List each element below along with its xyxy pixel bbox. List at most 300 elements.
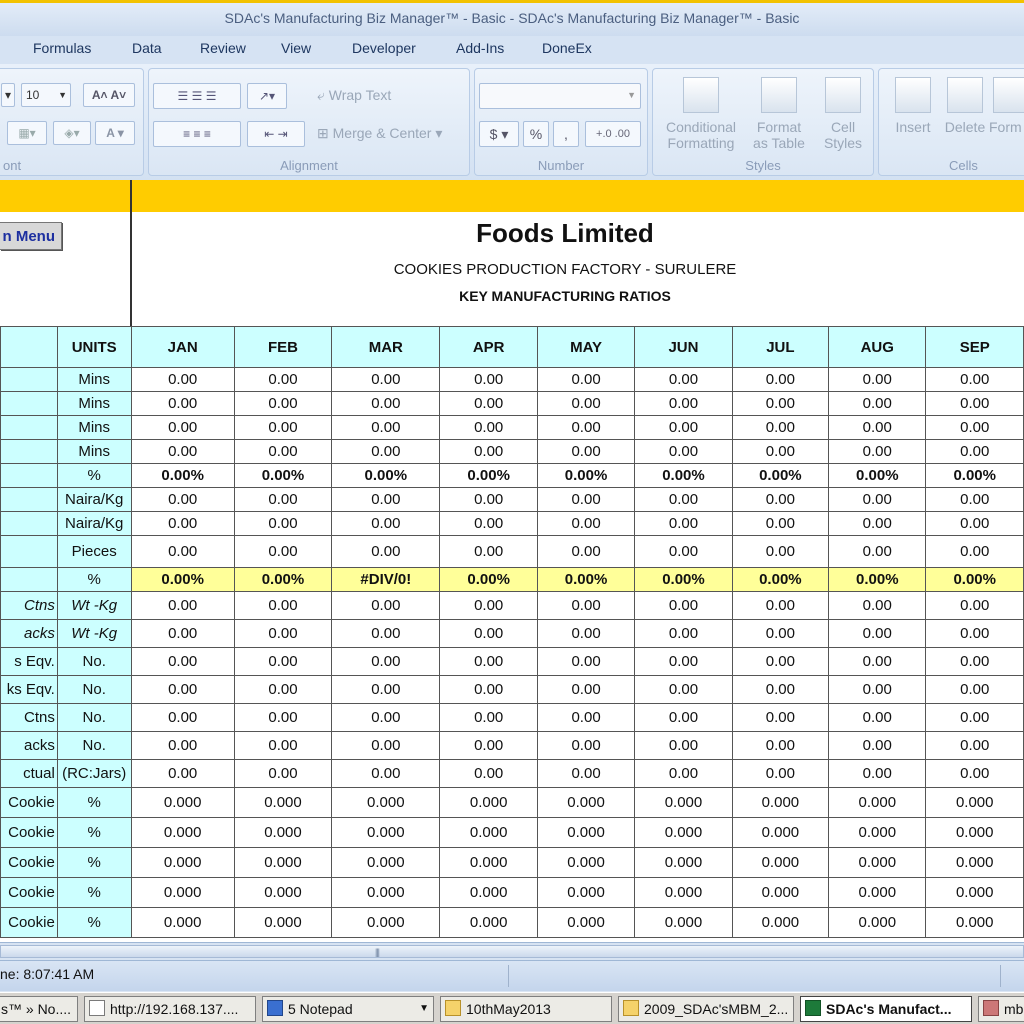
value-cell[interactable]: 0.00% [440, 568, 537, 592]
value-cell[interactable]: 0.000 [537, 818, 634, 848]
value-cell[interactable]: 0.00 [234, 592, 331, 620]
value-cell[interactable]: 0.00 [926, 440, 1024, 464]
value-cell[interactable]: 0.00% [332, 464, 440, 488]
wrap-text-button[interactable] [317, 87, 391, 104]
month-header[interactable]: MAR [332, 327, 440, 368]
value-cell[interactable]: 0.00 [440, 704, 537, 732]
value-cell[interactable]: 0.00 [829, 392, 926, 416]
font-color-icon[interactable]: A ▾ [95, 121, 135, 145]
value-cell[interactable]: 0.000 [131, 878, 234, 908]
row-label-cell[interactable] [1, 416, 58, 440]
value-cell[interactable]: 0.000 [635, 908, 732, 938]
value-cell[interactable]: 0.000 [829, 788, 926, 818]
value-cell[interactable]: 0.000 [829, 878, 926, 908]
value-cell[interactable]: 0.000 [926, 818, 1024, 848]
value-cell[interactable]: 0.00 [131, 488, 234, 512]
value-cell[interactable]: 0.00 [332, 536, 440, 568]
value-cell[interactable]: 0.00 [926, 592, 1024, 620]
value-cell[interactable]: 0.00 [829, 368, 926, 392]
value-cell[interactable]: 0.00 [537, 704, 634, 732]
merge-icon: ⊞ [317, 125, 333, 141]
value-cell[interactable]: 0.00 [732, 732, 828, 760]
row-label-cell[interactable] [1, 568, 58, 592]
value-cell[interactable]: 0.00 [635, 488, 732, 512]
tab-data[interactable]: Data [132, 40, 162, 56]
cell-styles-label-2: Styles [823, 135, 863, 151]
value-cell[interactable]: 0.000 [829, 818, 926, 848]
value-cell[interactable]: 0.000 [732, 878, 828, 908]
row-label-cell[interactable] [1, 488, 58, 512]
value-cell[interactable]: 0.00 [829, 592, 926, 620]
value-cell[interactable]: 0.00 [131, 536, 234, 568]
row-label-cell[interactable]: acks [1, 732, 58, 760]
value-cell[interactable]: 0.00 [440, 512, 537, 536]
value-cell[interactable]: 0.00 [234, 648, 331, 676]
value-cell[interactable]: 0.00 [234, 536, 331, 568]
value-cell[interactable]: 0.00 [829, 512, 926, 536]
orientation-icon[interactable]: ↗▾ [247, 83, 287, 109]
value-cell[interactable]: 0.000 [131, 848, 234, 878]
row-label-cell[interactable]: Cookie [1, 788, 58, 818]
value-cell[interactable]: 0.00 [537, 648, 634, 676]
tab-add-ins[interactable]: Add-Ins [456, 40, 505, 56]
value-cell[interactable]: 0.000 [635, 788, 732, 818]
value-cell[interactable]: 0.00 [234, 440, 331, 464]
alignment-group-label: Alignment [280, 158, 338, 173]
font-size-dropdown[interactable] [21, 83, 71, 107]
banner-strip [0, 180, 1024, 212]
month-header[interactable]: JUN [635, 327, 732, 368]
unit-cell[interactable]: Naira/Kg [57, 512, 131, 536]
value-cell[interactable]: 0.000 [332, 848, 440, 878]
value-cell[interactable]: 0.00 [829, 416, 926, 440]
value-cell[interactable]: 0.00 [732, 620, 828, 648]
header-divider [130, 180, 132, 326]
value-cell[interactable]: 0.000 [234, 878, 331, 908]
value-cell[interactable]: 0.00% [131, 568, 234, 592]
value-cell[interactable]: 0.000 [732, 788, 828, 818]
value-cell[interactable]: 0.00% [732, 464, 828, 488]
value-cell[interactable]: 0.00 [234, 368, 331, 392]
value-cell[interactable]: 0.00% [234, 568, 331, 592]
value-cell[interactable]: 0.00 [537, 620, 634, 648]
value-cell[interactable]: 0.000 [732, 818, 828, 848]
month-header[interactable]: JUL [732, 327, 828, 368]
row-label-cell[interactable]: s Eqv. [1, 648, 58, 676]
value-cell[interactable]: 0.00 [332, 676, 440, 704]
value-cell[interactable]: 0.00 [537, 440, 634, 464]
row-label-cell[interactable] [1, 536, 58, 568]
value-cell[interactable]: 0.00 [926, 732, 1024, 760]
unit-cell[interactable]: % [57, 818, 131, 848]
month-header[interactable]: MAY [537, 327, 634, 368]
insert-button[interactable] [883, 77, 943, 135]
horizontal-scrollbar[interactable] [0, 942, 1024, 961]
value-cell[interactable]: 0.00 [332, 488, 440, 512]
value-cell[interactable]: 0.00 [131, 648, 234, 676]
value-cell[interactable]: 0.00 [829, 732, 926, 760]
value-cell[interactable]: 0.00 [829, 676, 926, 704]
header-row [1, 327, 1024, 368]
value-cell[interactable]: 0.000 [440, 878, 537, 908]
delete-cells-icon [947, 77, 983, 113]
value-cell[interactable]: 0.00 [332, 732, 440, 760]
taskbar-item[interactable] [618, 996, 794, 1022]
value-cell[interactable]: 0.00% [635, 464, 732, 488]
unit-cell[interactable]: Pieces [57, 536, 131, 568]
value-cell[interactable]: 0.00 [926, 536, 1024, 568]
value-cell[interactable]: 0.00 [635, 648, 732, 676]
value-cell[interactable]: 0.00 [537, 536, 634, 568]
table-row [1, 760, 1024, 788]
value-cell[interactable]: 0.00 [829, 760, 926, 788]
row-label-cell[interactable]: acks [1, 620, 58, 648]
value-cell[interactable]: 0.00 [635, 592, 732, 620]
unit-cell[interactable]: % [57, 908, 131, 938]
value-cell[interactable]: 0.000 [537, 878, 634, 908]
indent-icons[interactable]: ⇤ ⇥ [247, 121, 305, 147]
value-cell[interactable]: 0.00% [537, 568, 634, 592]
value-cell[interactable]: 0.00 [537, 488, 634, 512]
value-cell[interactable]: 0.00 [635, 440, 732, 464]
value-cell[interactable]: 0.00 [332, 368, 440, 392]
value-cell[interactable]: 0.00 [926, 620, 1024, 648]
value-cell[interactable]: 0.000 [440, 848, 537, 878]
cell-styles-button[interactable] [813, 77, 873, 151]
value-cell[interactable]: 0.00 [635, 512, 732, 536]
unit-cell[interactable]: No. [57, 732, 131, 760]
value-cell[interactable]: 0.00 [131, 440, 234, 464]
value-cell[interactable]: 0.00 [537, 676, 634, 704]
borders-icon[interactable]: ▦▾ [7, 121, 47, 145]
value-cell[interactable]: 0.00% [131, 464, 234, 488]
label-header[interactable] [1, 327, 58, 368]
value-cell[interactable]: 0.00 [732, 648, 828, 676]
value-cell[interactable]: 0.000 [926, 848, 1024, 878]
value-cell[interactable]: 0.00 [332, 592, 440, 620]
value-cell[interactable]: 0.00 [332, 620, 440, 648]
value-cell[interactable]: 0.00% [829, 464, 926, 488]
vertical-align-icons[interactable]: ☰ ☰ ☰ [153, 83, 241, 109]
tab-doneex[interactable]: DoneEx [542, 40, 592, 56]
value-cell[interactable]: 0.00 [234, 760, 331, 788]
conditional-formatting-button[interactable] [657, 77, 745, 151]
status-bar [0, 960, 1024, 991]
tab-review[interactable]: Review [200, 40, 246, 56]
value-cell[interactable]: 0.00 [635, 368, 732, 392]
value-cell[interactable]: 0.00 [926, 512, 1024, 536]
value-cell[interactable]: 0.00 [440, 416, 537, 440]
value-cell[interactable]: 0.00 [732, 760, 828, 788]
value-cell[interactable]: 0.00 [234, 620, 331, 648]
month-header[interactable]: APR [440, 327, 537, 368]
value-cell[interactable]: 0.00 [829, 704, 926, 732]
row-label-cell[interactable] [1, 464, 58, 488]
value-cell[interactable]: 0.00 [131, 392, 234, 416]
scrollbar-thumb[interactable] [0, 945, 1024, 958]
month-header[interactable]: AUG [829, 327, 926, 368]
value-cell[interactable]: 0.000 [732, 908, 828, 938]
value-cell[interactable]: 0.00 [732, 676, 828, 704]
value-cell[interactable]: 0.00 [732, 512, 828, 536]
value-cell[interactable]: 0.00 [537, 368, 634, 392]
value-cell[interactable]: 0.000 [332, 788, 440, 818]
value-cell[interactable]: 0.00 [440, 392, 537, 416]
row-label-cell[interactable]: Ctns [1, 592, 58, 620]
value-cell[interactable]: 0.000 [732, 848, 828, 878]
value-cell[interactable]: 0.00 [537, 760, 634, 788]
value-cell[interactable]: 0.00 [926, 648, 1024, 676]
value-cell[interactable]: 0.00 [131, 620, 234, 648]
month-header[interactable]: FEB [234, 327, 331, 368]
table-row [1, 592, 1024, 620]
value-cell[interactable]: 0.00 [234, 488, 331, 512]
value-cell[interactable]: 0.00 [332, 760, 440, 788]
value-cell[interactable]: 0.00% [829, 568, 926, 592]
table-row [1, 440, 1024, 464]
fill-color-icon[interactable]: ◈▾ [53, 121, 91, 145]
unit-cell[interactable]: % [57, 788, 131, 818]
value-cell[interactable]: 0.00 [440, 536, 537, 568]
value-cell[interactable]: 0.00 [440, 760, 537, 788]
value-cell[interactable]: 0.00 [234, 512, 331, 536]
unit-cell[interactable]: % [57, 848, 131, 878]
value-cell[interactable]: 0.00 [829, 536, 926, 568]
taskbar-item-label: s™ » No.... [1, 1001, 72, 1017]
value-cell[interactable]: 0.00 [926, 368, 1024, 392]
row-label-cell[interactable] [1, 512, 58, 536]
value-cell[interactable]: 0.00 [131, 592, 234, 620]
horizontal-align-icons[interactable]: ≡ ≡ ≡ [153, 121, 241, 147]
row-label-cell[interactable]: Cookie [1, 908, 58, 938]
percent-button[interactable]: % [523, 121, 549, 147]
value-cell[interactable]: 0.00 [635, 732, 732, 760]
value-cell[interactable]: 0.000 [635, 878, 732, 908]
row-label-cell[interactable]: Cookie [1, 848, 58, 878]
value-cell[interactable]: 0.000 [926, 908, 1024, 938]
main-menu-button[interactable]: n Menu [0, 222, 62, 250]
value-cell[interactable]: 0.00 [829, 440, 926, 464]
row-label-cell[interactable]: Cookie [1, 818, 58, 848]
value-cell[interactable]: 0.00 [131, 676, 234, 704]
value-cell[interactable]: 0.00 [440, 488, 537, 512]
value-cell[interactable]: 0.00 [635, 676, 732, 704]
value-cell[interactable]: 0.00% [926, 464, 1024, 488]
value-cell[interactable]: 0.000 [926, 788, 1024, 818]
value-cell[interactable]: 0.000 [537, 848, 634, 878]
unit-cell[interactable]: (RC:Jars) [57, 760, 131, 788]
value-cell[interactable]: 0.000 [635, 848, 732, 878]
value-cell[interactable]: 0.00 [332, 648, 440, 676]
value-cell[interactable]: 0.00 [440, 592, 537, 620]
value-cell[interactable]: 0.00 [440, 648, 537, 676]
value-cell[interactable]: 0.00 [131, 760, 234, 788]
value-cell[interactable]: 0.000 [829, 908, 926, 938]
number-format-dropdown[interactable] [479, 83, 641, 109]
value-cell[interactable]: 0.000 [234, 818, 331, 848]
value-cell[interactable]: 0.000 [440, 818, 537, 848]
value-cell[interactable]: 0.00 [537, 592, 634, 620]
value-cell[interactable]: 0.00% [635, 568, 732, 592]
value-cell[interactable]: 0.00 [131, 704, 234, 732]
row-label-cell[interactable] [1, 440, 58, 464]
value-cell[interactable]: 0.00 [635, 760, 732, 788]
unit-cell[interactable]: % [57, 568, 131, 592]
currency-button[interactable]: $ ▾ [479, 121, 519, 147]
value-cell[interactable]: 0.00% [234, 464, 331, 488]
unit-cell[interactable]: % [57, 464, 131, 488]
value-cell[interactable]: 0.00 [926, 416, 1024, 440]
value-cell[interactable]: 0.000 [234, 908, 331, 938]
value-cell[interactable]: 0.00 [732, 368, 828, 392]
value-cell[interactable]: 0.000 [440, 788, 537, 818]
value-cell[interactable]: 0.00 [926, 676, 1024, 704]
unit-cell[interactable]: No. [57, 648, 131, 676]
month-header[interactable]: JAN [131, 327, 234, 368]
unit-cell[interactable]: Mins [57, 392, 131, 416]
value-cell[interactable]: 0.00 [234, 732, 331, 760]
value-cell[interactable]: 0.00 [131, 512, 234, 536]
value-cell[interactable]: 0.00 [537, 732, 634, 760]
unit-cell[interactable]: No. [57, 676, 131, 704]
value-cell[interactable]: 0.00 [732, 440, 828, 464]
value-cell[interactable]: 0.00 [732, 704, 828, 732]
value-cell[interactable]: 0.00 [234, 416, 331, 440]
alignment-group [148, 68, 470, 176]
value-cell[interactable]: 0.000 [332, 908, 440, 938]
tab-view[interactable]: View [281, 40, 312, 56]
value-cell[interactable]: 0.00 [635, 416, 732, 440]
cells-group-label: Cells [949, 158, 978, 173]
taskbar-item-active[interactable] [800, 996, 972, 1022]
tab-formulas[interactable]: Formulas [33, 40, 92, 56]
value-cell[interactable]: 0.000 [537, 788, 634, 818]
unit-cell[interactable]: No. [57, 704, 131, 732]
value-cell[interactable]: 0.000 [234, 788, 331, 818]
unit-cell[interactable]: % [57, 878, 131, 908]
value-cell[interactable]: 0.00 [926, 488, 1024, 512]
chevron-down-icon: ▼ [58, 90, 67, 100]
value-cell[interactable]: 0.00% [732, 568, 828, 592]
value-cell[interactable]: 0.00 [635, 620, 732, 648]
value-cell[interactable]: 0.00 [829, 620, 926, 648]
value-cell[interactable]: 0.00 [537, 392, 634, 416]
value-cell[interactable]: 0.00 [332, 416, 440, 440]
units-header[interactable]: UNITS [57, 327, 131, 368]
month-header[interactable]: SEP [926, 327, 1024, 368]
value-cell[interactable]: 0.00 [635, 704, 732, 732]
unit-cell[interactable]: Wt -Kg [57, 620, 131, 648]
font-group-label: ont [3, 158, 22, 173]
value-cell[interactable]: 0.000 [635, 818, 732, 848]
value-cell[interactable]: 0.000 [440, 908, 537, 938]
value-cell[interactable]: 0.00 [440, 676, 537, 704]
unit-cell[interactable]: Naira/Kg [57, 488, 131, 512]
value-cell[interactable]: 0.000 [829, 848, 926, 878]
taskbar-item[interactable] [262, 996, 434, 1022]
value-cell[interactable]: 0.00 [732, 592, 828, 620]
row-label-cell[interactable] [1, 392, 58, 416]
value-cell[interactable]: 0.00 [440, 620, 537, 648]
comma-button[interactable]: , [553, 121, 579, 147]
taskbar-item[interactable] [978, 996, 1024, 1022]
value-cell[interactable]: 0.00 [732, 536, 828, 568]
value-cell[interactable]: #DIV/0! [332, 568, 440, 592]
delete-button[interactable] [935, 77, 995, 135]
tab-developer[interactable]: Developer [352, 40, 416, 56]
value-cell[interactable]: 0.000 [537, 908, 634, 938]
font-name-dropdown[interactable]: ▾ [1, 83, 15, 107]
value-cell[interactable]: 0.00 [440, 368, 537, 392]
status-divider [508, 965, 509, 987]
row-label-cell[interactable] [1, 368, 58, 392]
value-cell[interactable]: 0.00 [926, 392, 1024, 416]
value-cell[interactable]: 0.00% [440, 464, 537, 488]
merge-center-button[interactable]: ⊞ Merge & Center ▾ [317, 125, 443, 141]
value-cell[interactable]: 0.00 [234, 676, 331, 704]
row-label-cell[interactable]: Cookie [1, 878, 58, 908]
format-button[interactable] [989, 77, 1024, 135]
value-cell[interactable]: 0.000 [131, 908, 234, 938]
unit-cell[interactable]: Mins [57, 416, 131, 440]
value-cell[interactable]: 0.00 [829, 488, 926, 512]
row-label-cell[interactable]: Ctns [1, 704, 58, 732]
grow-shrink-font-icon[interactable]: A˄ A˅ [83, 83, 135, 107]
value-cell[interactable]: 0.000 [926, 878, 1024, 908]
value-cell[interactable]: 0.00 [537, 416, 634, 440]
row-label-cell[interactable]: ctual [1, 760, 58, 788]
value-cell[interactable]: 0.00 [440, 440, 537, 464]
row-label-cell[interactable]: ks Eqv. [1, 676, 58, 704]
decimal-buttons[interactable]: +.0 .00 [585, 121, 641, 147]
value-cell[interactable]: 0.00 [732, 488, 828, 512]
taskbar-item[interactable] [0, 996, 78, 1022]
value-cell[interactable]: 0.00% [926, 568, 1024, 592]
value-cell[interactable]: 0.00 [131, 416, 234, 440]
value-cell[interactable]: 0.000 [131, 788, 234, 818]
value-cell[interactable]: 0.00 [332, 512, 440, 536]
value-cell[interactable]: 0.00 [537, 512, 634, 536]
value-cell[interactable]: 0.00 [131, 368, 234, 392]
unit-cell[interactable]: Wt -Kg [57, 592, 131, 620]
value-cell[interactable]: 0.000 [332, 818, 440, 848]
value-cell[interactable]: 0.00 [440, 732, 537, 760]
value-cell[interactable]: 0.00 [926, 704, 1024, 732]
taskbar-item[interactable] [440, 996, 612, 1022]
value-cell[interactable]: 0.000 [131, 818, 234, 848]
value-cell[interactable]: 0.00 [635, 536, 732, 568]
value-cell[interactable]: 0.00 [234, 392, 331, 416]
value-cell[interactable]: 0.00 [234, 704, 331, 732]
value-cell[interactable]: 0.00 [829, 648, 926, 676]
value-cell[interactable]: 0.00 [332, 704, 440, 732]
unit-cell[interactable]: Mins [57, 368, 131, 392]
value-cell[interactable]: 0.000 [234, 848, 331, 878]
value-cell[interactable]: 0.00 [732, 416, 828, 440]
value-cell[interactable]: 0.000 [332, 878, 440, 908]
format-as-table-button[interactable] [745, 77, 813, 151]
value-cell[interactable]: 0.00 [926, 760, 1024, 788]
value-cell[interactable]: 0.00 [635, 392, 732, 416]
value-cell[interactable]: 0.00 [131, 732, 234, 760]
unit-cell[interactable]: Mins [57, 440, 131, 464]
taskbar-item[interactable] [84, 996, 256, 1022]
value-cell[interactable]: 0.00 [332, 392, 440, 416]
value-cell[interactable]: 0.00 [732, 392, 828, 416]
format-label: Form [989, 119, 1022, 135]
value-cell[interactable]: 0.00% [537, 464, 634, 488]
value-cell[interactable]: 0.00 [332, 440, 440, 464]
